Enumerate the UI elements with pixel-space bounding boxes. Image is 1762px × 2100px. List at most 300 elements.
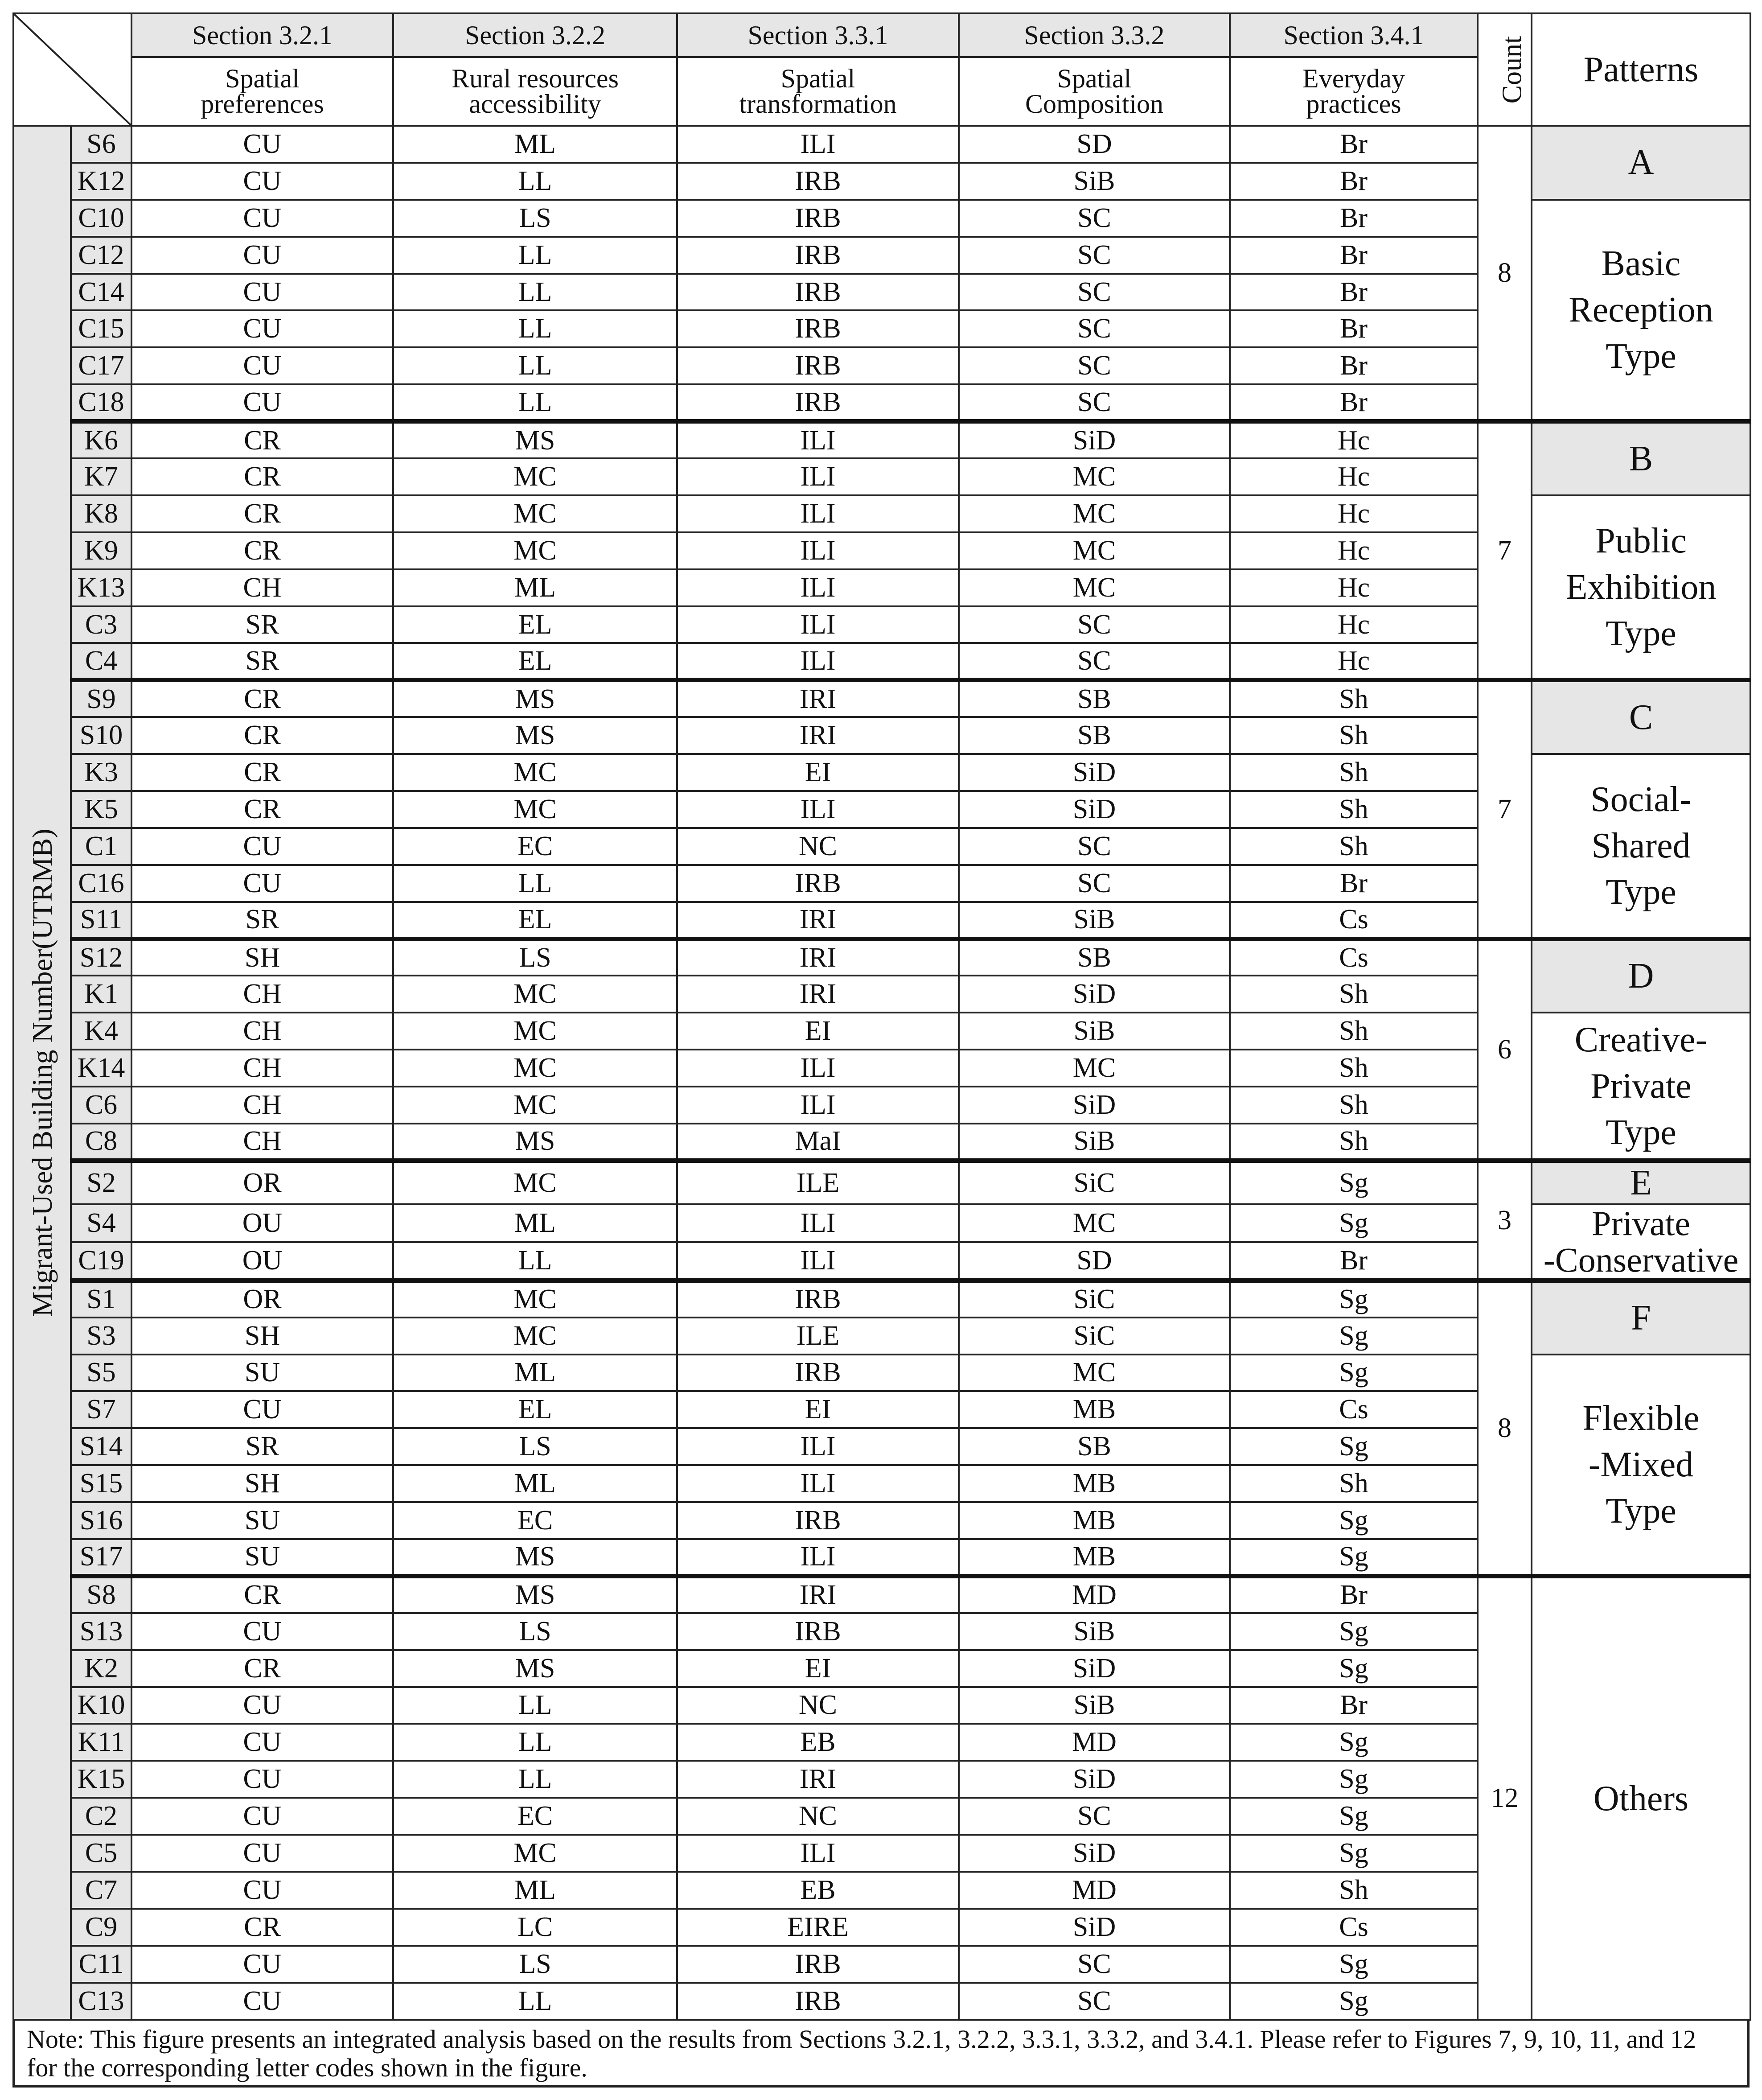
code-cell: MD <box>959 1724 1230 1761</box>
subheader-line: preferences <box>201 89 324 119</box>
code-cell: SiD <box>959 791 1230 828</box>
code-cell: CR <box>131 1909 393 1946</box>
code-cell: ILI <box>677 1087 959 1124</box>
pattern-name <box>1532 1204 1750 1281</box>
pattern-name-line: Type <box>1606 1491 1676 1531</box>
code-cell: SiB <box>959 902 1230 939</box>
code-cell: MS <box>393 1650 677 1687</box>
code-cell: Br <box>1230 163 1478 200</box>
group-count: 8 <box>1478 126 1532 421</box>
code-cell: MD <box>959 1872 1230 1909</box>
code-cell: MS <box>393 680 677 717</box>
code-cell: CR <box>131 1650 393 1687</box>
code-cell: ILI <box>677 1465 959 1502</box>
code-cell: LL <box>393 384 677 421</box>
code-cell: LC <box>393 1909 677 1946</box>
code-cell: Sg <box>1230 1281 1478 1318</box>
code-cell: Sg <box>1230 1724 1478 1761</box>
code-cell: SC <box>959 1798 1230 1835</box>
code-cell: ILI <box>677 532 959 569</box>
code-cell: CR <box>131 458 393 495</box>
code-cell: Br <box>1230 1687 1478 1724</box>
code-cell: SiB <box>959 1124 1230 1161</box>
code-cell: LS <box>393 939 677 976</box>
figure-note: Note: This figure presents an integrated analysis based on the results from Sections 3.2.1, 3.2.2, 3.3.1, 3.3.2, and 3.4.1. Please refer to Figures 7, 9, 10, 11, and 12 for the corresponding letter codes shown in the figure. <box>27 2025 1696 2082</box>
code-cell: CH <box>131 976 393 1013</box>
code-cell: IRB <box>677 237 959 274</box>
code-cell: ILI <box>677 1835 959 1872</box>
code-cell: MC <box>959 1355 1230 1392</box>
building-id-cell: C8 <box>71 1124 131 1161</box>
code-cell: SiD <box>959 754 1230 791</box>
building-id-cell: S8 <box>71 1576 131 1613</box>
code-cell: MC <box>393 1835 677 1872</box>
code-cell: Sg <box>1230 1355 1478 1392</box>
building-id-cell: K9 <box>71 532 131 569</box>
code-cell: CU <box>131 163 393 200</box>
code-cell: SiB <box>959 1613 1230 1650</box>
code-cell: CR <box>131 532 393 569</box>
code-cell: Hc <box>1230 532 1478 569</box>
code-cell: CU <box>131 1946 393 1983</box>
subheader-line: Spatial <box>225 64 300 93</box>
code-cell: MD <box>959 1576 1230 1613</box>
code-cell: SiC <box>959 1161 1230 1204</box>
code-cell: CR <box>131 717 393 754</box>
building-id-cell: C12 <box>71 237 131 274</box>
pattern-letter: C <box>1532 680 1750 754</box>
code-cell: OR <box>131 1161 393 1204</box>
building-id-cell: K15 <box>71 1761 131 1798</box>
code-cell: SR <box>131 1428 393 1465</box>
code-cell: ML <box>393 126 677 163</box>
subheader-cell <box>131 57 393 126</box>
code-cell: ILI <box>677 1539 959 1576</box>
code-cell: SR <box>131 902 393 939</box>
code-cell: ILI <box>677 791 959 828</box>
code-cell: CR <box>131 754 393 791</box>
code-cell: LL <box>393 865 677 902</box>
code-cell: CH <box>131 1124 393 1161</box>
building-id-cell: K1 <box>71 976 131 1013</box>
pattern-name-line: Flexible <box>1582 1398 1700 1438</box>
code-cell: EIRE <box>677 1909 959 1946</box>
code-cell: Br <box>1230 237 1478 274</box>
code-cell: Sg <box>1230 1539 1478 1576</box>
code-cell: SH <box>131 939 393 976</box>
code-cell: CR <box>131 1576 393 1613</box>
code-cell: MS <box>393 1576 677 1613</box>
code-cell: Cs <box>1230 902 1478 939</box>
code-cell: ILI <box>677 1204 959 1242</box>
building-id-cell: S4 <box>71 1204 131 1242</box>
code-cell: SC <box>959 643 1230 680</box>
building-id-cell: K7 <box>71 458 131 495</box>
code-cell: CU <box>131 384 393 421</box>
subheader-line: Spatial <box>1057 64 1132 93</box>
building-id-cell: S7 <box>71 1391 131 1428</box>
building-id-cell: C13 <box>71 1983 131 2020</box>
code-cell: SC <box>959 310 1230 347</box>
code-cell: NC <box>677 1687 959 1724</box>
building-id-cell: C9 <box>71 1909 131 1946</box>
code-cell: CU <box>131 200 393 237</box>
building-id-cell: K12 <box>71 163 131 200</box>
count-header <box>1478 13 1532 126</box>
code-cell: MC <box>393 532 677 569</box>
code-cell: LL <box>393 1242 677 1280</box>
building-id-cell: C10 <box>71 200 131 237</box>
code-cell: EC <box>393 1798 677 1835</box>
code-cell: NC <box>677 828 959 865</box>
table-body <box>13 126 1750 2020</box>
building-id-cell: S9 <box>71 680 131 717</box>
code-cell: NC <box>677 1798 959 1835</box>
building-id-cell: C14 <box>71 274 131 311</box>
subheader-line: Composition <box>1025 89 1164 119</box>
building-id-cell: S15 <box>71 1465 131 1502</box>
table-row <box>13 680 1750 717</box>
code-cell: SiD <box>959 1835 1230 1872</box>
code-cell: Br <box>1230 384 1478 421</box>
code-cell: MB <box>959 1539 1230 1576</box>
code-cell: IRB <box>677 865 959 902</box>
code-cell: EB <box>677 1872 959 1909</box>
building-id-cell: S11 <box>71 902 131 939</box>
code-cell: EL <box>393 902 677 939</box>
code-cell: Sg <box>1230 1983 1478 2020</box>
code-cell: MC <box>959 532 1230 569</box>
code-cell: SH <box>131 1465 393 1502</box>
code-cell: CH <box>131 1050 393 1087</box>
code-cell: IRB <box>677 1355 959 1392</box>
code-cell: Sg <box>1230 1650 1478 1687</box>
pattern-name <box>1532 1355 1750 1576</box>
code-cell: MC <box>393 1318 677 1355</box>
building-id-cell: C18 <box>71 384 131 421</box>
code-cell: SiB <box>959 1013 1230 1050</box>
building-id-cell: K13 <box>71 569 131 606</box>
group-count: 8 <box>1478 1281 1532 1576</box>
code-cell: CR <box>131 680 393 717</box>
code-cell: CU <box>131 1391 393 1428</box>
code-cell: SC <box>959 200 1230 237</box>
code-cell: CR <box>131 421 393 458</box>
code-cell: Br <box>1230 865 1478 902</box>
code-cell: IRI <box>677 976 959 1013</box>
code-cell: Sg <box>1230 1161 1478 1204</box>
code-cell: SiD <box>959 1650 1230 1687</box>
building-id-cell: S13 <box>71 1613 131 1650</box>
code-cell: CU <box>131 310 393 347</box>
code-cell: MB <box>959 1502 1230 1539</box>
code-cell: EL <box>393 643 677 680</box>
code-cell: SC <box>959 274 1230 311</box>
pattern-name-line: -Mixed <box>1588 1445 1694 1484</box>
building-id-cell: C11 <box>71 1946 131 1983</box>
code-cell: Hc <box>1230 458 1478 495</box>
code-cell: MC <box>393 495 677 532</box>
pattern-letter: F <box>1532 1281 1750 1355</box>
building-id-cell: C17 <box>71 347 131 384</box>
code-cell: Sg <box>1230 1798 1478 1835</box>
code-cell: MC <box>959 495 1230 532</box>
code-cell: IRB <box>677 1983 959 2020</box>
count-header-label: Count <box>1497 36 1528 103</box>
building-id-cell: C7 <box>71 1872 131 1909</box>
code-cell: MB <box>959 1391 1230 1428</box>
code-cell: ML <box>393 1465 677 1502</box>
section-header: Section 3.2.2 <box>393 13 677 57</box>
group-count: 7 <box>1478 680 1532 939</box>
subheader-line: practices <box>1306 89 1401 119</box>
code-cell: IRB <box>677 1502 959 1539</box>
pattern-name-line: Private <box>1592 1204 1690 1243</box>
code-cell: SiD <box>959 1087 1230 1124</box>
code-cell: Hc <box>1230 643 1478 680</box>
code-cell: CU <box>131 1761 393 1798</box>
building-id-cell: C6 <box>71 1087 131 1124</box>
code-cell: OU <box>131 1242 393 1280</box>
code-cell: EI <box>677 754 959 791</box>
code-cell: ILI <box>677 1050 959 1087</box>
pattern-letter: D <box>1532 939 1750 1013</box>
group-count: 3 <box>1478 1161 1532 1281</box>
building-id-cell: S3 <box>71 1318 131 1355</box>
building-id-cell: C16 <box>71 865 131 902</box>
pattern-name-line: Basic <box>1601 243 1681 283</box>
code-cell: MS <box>393 717 677 754</box>
subheader-line: accessibility <box>469 89 601 119</box>
code-cell: CU <box>131 126 393 163</box>
subheader-cell <box>959 57 1230 126</box>
code-cell: CU <box>131 1687 393 1724</box>
row-axis-label-cell <box>13 126 71 2020</box>
code-cell: Sg <box>1230 1761 1478 1798</box>
subheader-line: Rural resources <box>452 64 619 93</box>
code-cell: SH <box>131 1318 393 1355</box>
code-cell: SB <box>959 1428 1230 1465</box>
code-cell: SiD <box>959 1909 1230 1946</box>
code-cell: MC <box>393 1013 677 1050</box>
code-cell: MC <box>393 754 677 791</box>
pattern-letter: A <box>1532 126 1750 200</box>
code-cell: LL <box>393 1724 677 1761</box>
subheader-line: Spatial <box>780 64 855 93</box>
table-row <box>13 421 1750 458</box>
integrated-analysis-table <box>12 12 1751 2021</box>
pattern-name-line: Public <box>1595 521 1687 560</box>
code-cell: SC <box>959 237 1230 274</box>
code-cell: EL <box>393 606 677 643</box>
code-cell: Br <box>1230 1576 1478 1613</box>
code-cell: SC <box>959 606 1230 643</box>
code-cell: ML <box>393 1872 677 1909</box>
code-cell: Cs <box>1230 1391 1478 1428</box>
group-count: 6 <box>1478 939 1532 1161</box>
building-id-cell: K14 <box>71 1050 131 1087</box>
code-cell: Sh <box>1230 791 1478 828</box>
subheader-cell <box>1230 57 1478 126</box>
code-cell: MS <box>393 421 677 458</box>
code-cell: ILI <box>677 458 959 495</box>
code-cell: Sh <box>1230 680 1478 717</box>
code-cell: CR <box>131 791 393 828</box>
code-cell: Sh <box>1230 1087 1478 1124</box>
code-cell: IRB <box>677 347 959 384</box>
code-cell: IRI <box>677 902 959 939</box>
pattern-name-line: Shared <box>1591 826 1691 865</box>
code-cell: CU <box>131 1983 393 2020</box>
code-cell: IRB <box>677 384 959 421</box>
code-cell: SC <box>959 347 1230 384</box>
code-cell: Br <box>1230 310 1478 347</box>
code-cell: SU <box>131 1539 393 1576</box>
code-cell: Sh <box>1230 976 1478 1013</box>
code-cell: Cs <box>1230 1909 1478 1946</box>
code-cell: SiB <box>959 1687 1230 1724</box>
building-id-cell: K6 <box>71 421 131 458</box>
code-cell: IRB <box>677 1613 959 1650</box>
code-cell: SC <box>959 384 1230 421</box>
code-cell: MS <box>393 1124 677 1161</box>
code-cell: CU <box>131 347 393 384</box>
code-cell: MC <box>959 458 1230 495</box>
code-cell: CR <box>131 495 393 532</box>
code-cell: CH <box>131 1013 393 1050</box>
code-cell: MC <box>393 1281 677 1318</box>
code-cell: CU <box>131 865 393 902</box>
pattern-name-line: Type <box>1606 872 1676 912</box>
building-id-cell: K10 <box>71 1687 131 1724</box>
diagonal-divider-icon <box>14 14 131 125</box>
code-cell: MC <box>959 569 1230 606</box>
code-cell: SB <box>959 717 1230 754</box>
code-cell: LL <box>393 1687 677 1724</box>
subheader-cell <box>677 57 959 126</box>
code-cell: SU <box>131 1502 393 1539</box>
table-row <box>13 1281 1750 1318</box>
code-cell: SiC <box>959 1281 1230 1318</box>
group-count: 12 <box>1478 1576 1532 2020</box>
code-cell: LS <box>393 1946 677 1983</box>
building-id-cell: C1 <box>71 828 131 865</box>
building-id-cell: S1 <box>71 1281 131 1318</box>
code-cell: MC <box>393 458 677 495</box>
code-cell: ILI <box>677 606 959 643</box>
code-cell: Sh <box>1230 1465 1478 1502</box>
pattern-name <box>1532 200 1750 421</box>
code-cell: LL <box>393 1761 677 1798</box>
code-cell: SiC <box>959 1318 1230 1355</box>
pattern-name-line: Exhibition <box>1565 567 1717 607</box>
code-cell: Sh <box>1230 828 1478 865</box>
code-cell: Br <box>1230 347 1478 384</box>
row-axis-label: Migrant-Used Building Number(UTRMB) <box>26 828 58 1317</box>
code-cell: Br <box>1230 1242 1478 1280</box>
building-id-cell: S12 <box>71 939 131 976</box>
code-cell: MB <box>959 1465 1230 1502</box>
building-id-cell: S16 <box>71 1502 131 1539</box>
code-cell: Sg <box>1230 1318 1478 1355</box>
code-cell: EC <box>393 828 677 865</box>
code-cell: MC <box>393 1050 677 1087</box>
code-cell: ILE <box>677 1161 959 1204</box>
building-id-cell: C3 <box>71 606 131 643</box>
code-cell: CH <box>131 569 393 606</box>
code-cell: SB <box>959 680 1230 717</box>
code-cell: LS <box>393 200 677 237</box>
patterns-header: Patterns <box>1532 13 1750 126</box>
table-row <box>13 939 1750 976</box>
code-cell: MC <box>393 1161 677 1204</box>
code-cell: SC <box>959 865 1230 902</box>
code-cell: Br <box>1230 274 1478 311</box>
code-cell: IRB <box>677 274 959 311</box>
code-cell: LL <box>393 237 677 274</box>
code-cell: EL <box>393 1391 677 1428</box>
code-cell: SiD <box>959 1761 1230 1798</box>
code-cell: IRI <box>677 680 959 717</box>
building-id-cell: K3 <box>71 754 131 791</box>
code-cell: Sh <box>1230 754 1478 791</box>
code-cell: ML <box>393 1204 677 1242</box>
building-id-cell: C5 <box>71 1835 131 1872</box>
group-count: 7 <box>1478 421 1532 680</box>
code-cell: LL <box>393 310 677 347</box>
code-cell: IRB <box>677 1946 959 1983</box>
code-cell: OU <box>131 1204 393 1242</box>
code-cell: SiD <box>959 976 1230 1013</box>
code-cell: CU <box>131 1872 393 1909</box>
section-header: Section 3.3.1 <box>677 13 959 57</box>
building-id-cell: K8 <box>71 495 131 532</box>
building-id-cell: C15 <box>71 310 131 347</box>
code-cell: SR <box>131 643 393 680</box>
code-cell: Br <box>1230 200 1478 237</box>
building-id-cell: S17 <box>71 1539 131 1576</box>
code-cell: CU <box>131 828 393 865</box>
code-cell: Hc <box>1230 495 1478 532</box>
code-cell: SR <box>131 606 393 643</box>
code-cell: SD <box>959 126 1230 163</box>
section-header: Section 3.3.2 <box>959 13 1230 57</box>
table-row <box>13 1576 1750 1613</box>
building-id-cell: K5 <box>71 791 131 828</box>
section-header: Section 3.4.1 <box>1230 13 1478 57</box>
code-cell: Hc <box>1230 569 1478 606</box>
code-cell: Sh <box>1230 1872 1478 1909</box>
building-id-cell: S10 <box>71 717 131 754</box>
code-cell: MS <box>393 1539 677 1576</box>
code-cell: Sg <box>1230 1613 1478 1650</box>
code-cell: ML <box>393 569 677 606</box>
code-cell: LL <box>393 1983 677 2020</box>
pattern-name-line: Others <box>1593 1779 1689 1818</box>
subheader-line: transformation <box>739 89 897 119</box>
code-cell: LL <box>393 347 677 384</box>
code-cell: CU <box>131 1835 393 1872</box>
code-cell: SC <box>959 828 1230 865</box>
code-cell: IRI <box>677 717 959 754</box>
pattern-letter: E <box>1532 1161 1750 1204</box>
code-cell: SB <box>959 939 1230 976</box>
code-cell: Cs <box>1230 939 1478 976</box>
code-cell: SD <box>959 1242 1230 1280</box>
pattern-name <box>1532 1013 1750 1161</box>
code-cell: Sg <box>1230 1835 1478 1872</box>
table-row <box>13 126 1750 163</box>
